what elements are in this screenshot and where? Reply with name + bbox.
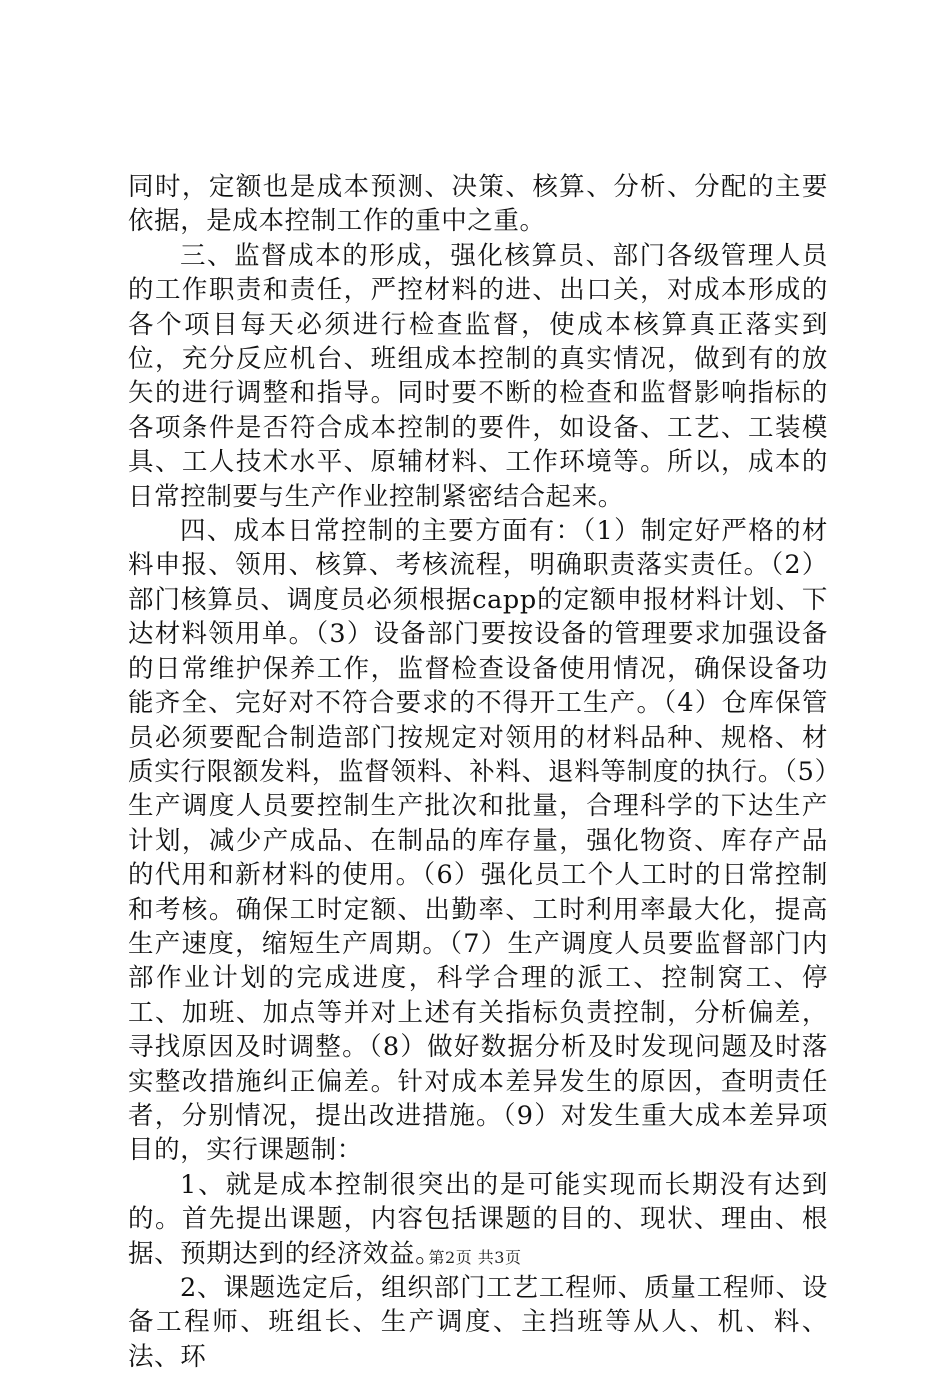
paragraph-3: 四、成本日常控制的主要方面有：（1）制定好严格的材料申报、领用、核算、考核流程，明确职责落实责任。（2）部门核算员、调度员必须根据capp的定额申报材料计划、下达材料领用单。（3）设备部门要按设备的管理要求加强设备的日常维护保养工作，监督检查设备使用情况，确保设备功能齐全、完好对不符合要求的不得开工生产。（4）仓库保管员必须要配合制造部门按规定对领用的材料品种、规格、材质实行限额发料，监督领料、补料、退料等制度的执行。（5）生产调度人员要控制生产批次和批量，合理科学的下达生产计划，减少产成品、在制品的库存量，强化物资、库存产品的代用和新材料的使用。（6）强化员工个人工时的日常控制和考核。确保工时定额、出勤率、工时利用率最大化，提高生产速度，缩短生产周期。（7）生产调度人员要监督部门内部作业计划的完成进度，科学合理的派工、控制窝工、停工、加班、加点等并对上述有关指标负责控制，分析偏差，寻找原因及时调整。（8）做好数据分析及时发现问题及时落实整改措施纠正偏差。针对成本差异发生的原因，查明责任者，分别情况，提出改进措施。（9）对发生重大成本差异项目的，实行课题制： — [128, 516, 828, 1166]
page-number-footer: 第2页 共3页 — [428, 1248, 522, 1267]
document-body — [128, 170, 828, 1374]
paragraph-2: 三、监督成本的形成，强化核算员、部门各级管理人员的工作职责和责任，严控材料的进、出口关，对成本形成的各个项目每天必须进行检查监督，使成本核算真正落实到位，充分反应机台、班组成本控制的真实情况，做到有的放矢的进行调整和指导。同时要不断的检查和监督影响指标的各项条件是否符合成本控制的要件，如设备、工艺、工装模具、工人技术水平、原辅材料、工作环境等。所以，成本的日常控制要与生产作业控制紧密结合起来。 — [128, 240, 828, 512]
paragraph-1: 同时，定额也是成本预测、决策、核算、分析、分配的主要依据，是成本控制工作的重中之重。 — [128, 172, 828, 237]
paragraph-5: 2、课题选定后，组织部门工艺工程师、质量工程师、设备工程师、班组长、生产调度、主挡班等从人、机、料、法、环 — [128, 1273, 828, 1372]
paragraph-4: 1、就是成本控制很突出的是可能实现而长期没有达到的。首先提出课题，内容包括课题的目的、现状、理由、根据、预期达到的经济效益。 — [128, 1169, 828, 1269]
